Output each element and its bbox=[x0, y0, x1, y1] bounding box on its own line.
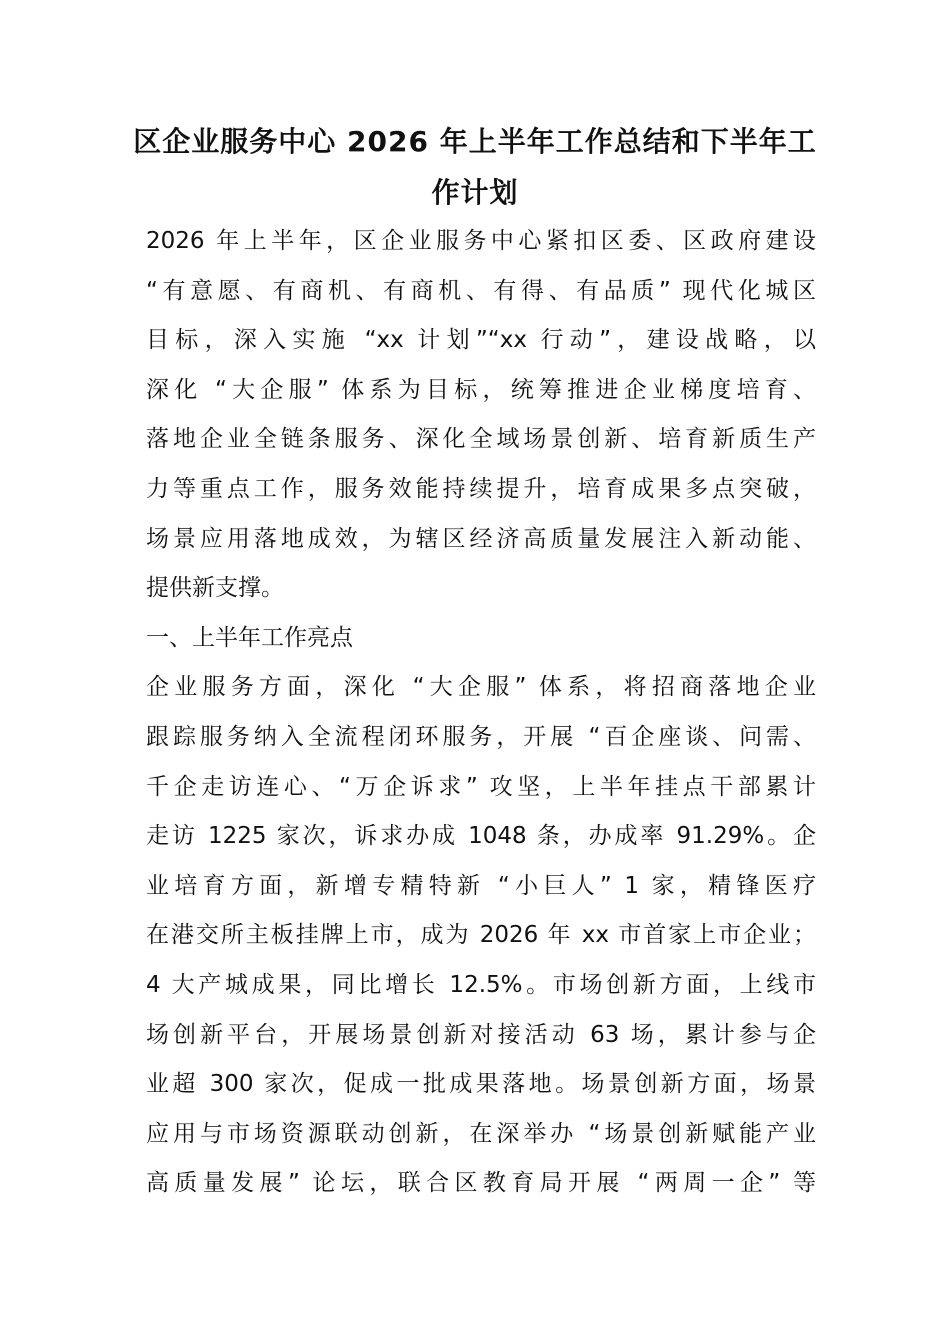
document-title-line-1: 区企业服务中心 2026 年上半年工作总结和下半年工 bbox=[133, 125, 817, 158]
body-text-line: 走访 1225 家次，诉求办成 1048 条，办成率 91.29%。企 bbox=[146, 823, 816, 849]
section-heading: 一、上半年工作亮点 bbox=[146, 625, 353, 651]
body-text-line: 在港交所主板挂牌上市，成为 2026 年 xx 市首家上市企业； bbox=[146, 922, 816, 948]
body-text-line: 业超 300 家次，促成一批成果落地。场景创新方面，场景 bbox=[146, 1071, 816, 1097]
body-text-line: 2026 年上半年，区企业服务中心紧扣区委、区政府建设 bbox=[146, 228, 816, 254]
body-text-line: 提供新支撑。 bbox=[146, 575, 284, 601]
body-text-line: 跟踪服务纳入全流程闭环服务，开展 “百企座谈、问需、 bbox=[146, 724, 816, 750]
body-text-line: 场创新平台，开展场景创新对接活动 63 场，累计参与企 bbox=[146, 1022, 816, 1048]
body-text-line: 力等重点工作，服务效能持续提升，培育成果多点突破， bbox=[146, 476, 816, 502]
body-text-line: 场景应用落地成效，为辖区经济高质量发展注入新动能、 bbox=[146, 526, 816, 552]
body-text-line: 落地企业全链条服务、深化全域场景创新、培育新质生产 bbox=[146, 426, 816, 452]
document-title-line-2: 作计划 bbox=[431, 176, 519, 209]
body-text-line: “有意愿、有商机、有商机、有得、有品质” 现代化城区 bbox=[146, 278, 816, 304]
body-text-line: 高质量发展” 论坛，联合区教育局开展 “两周一企” 等 bbox=[146, 1170, 816, 1196]
body-text-line: 应用与市场资源联动创新，在深举办 “场景创新赋能产业 bbox=[146, 1121, 816, 1147]
body-text-line: 深化 “大企服” 体系为目标，统筹推进企业梯度培育、 bbox=[146, 377, 816, 403]
body-text-line: 千企走访连心、“万企诉求” 攻坚，上半年挂点干部累计 bbox=[146, 774, 816, 800]
body-text-line: 目标，深入实施 “xx 计划”“xx 行动”，建设战略，以 bbox=[146, 327, 816, 353]
body-text-line: 企业服务方面，深化 “大企服” 体系，将招商落地企业 bbox=[146, 674, 816, 700]
body-text-line: 4 大产城成果，同比增长 12.5%。市场创新方面，上线市 bbox=[146, 972, 816, 998]
body-text-line: 业培育方面，新增专精特新 “小巨人” 1 家，精锋医疗 bbox=[146, 873, 816, 899]
